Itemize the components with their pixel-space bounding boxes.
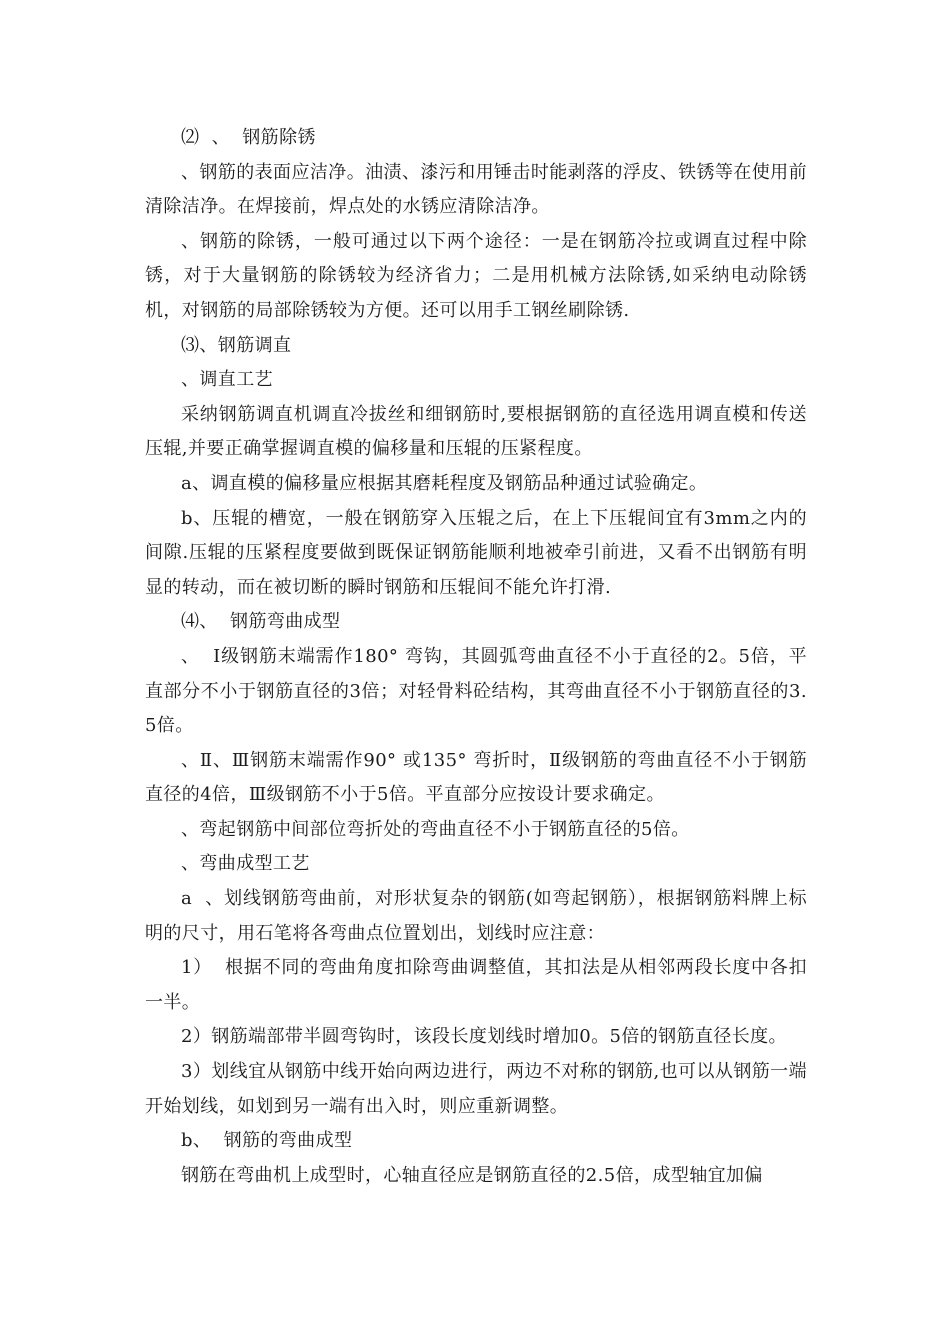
heading-derusting: ⑵ 、 钢筋除锈 — [181, 127, 316, 148]
paragraph: 、弯起钢筋中间部位弯折处的弯曲直径不小于钢筋直径的5倍。 — [181, 818, 690, 840]
subheading-bending-forming: b、 钢筋的弯曲成型 — [181, 1130, 353, 1152]
list-item: a 、划线钢筋弯曲前，对形状复杂的钢筋(如弯起钢筋），根据钢筋料牌上标明的尺寸，用石笔将各弯曲点位置划出，划线时应注意： — [145, 888, 807, 944]
list-item: a、调直模的偏移量应根据其磨耗程度及钢筋品种通过试验确定。 — [181, 472, 708, 494]
heading-straightening: ⑶、钢筋调直 — [181, 334, 292, 356]
subheading-straightening-process: 、调直工艺 — [181, 369, 273, 391]
paragraph: 、Ⅱ、Ⅲ钢筋末端需作90° 或135° 弯折时，Ⅱ级钢筋的弯曲直径不小于钢筋直径的4倍，Ⅲ级钢筋不小于5倍。平直部分应按设计要求确定。 — [145, 749, 807, 806]
paragraph: 、钢筋的除锈，一般可通过以下两个途径：一是在钢筋冷拉或调直过程中除锈，对于大量钢筋的除锈较为经济省力；二是用机械方法除锈,如采纳电动除锈机，对钢筋的局部除锈较为方便。还可以用手工钢丝刷除锈. — [145, 230, 807, 321]
list-item: b、压辊的槽宽，一般在钢筋穿入压辊之后，在上下压辊间宜有3mm之内的间隙.压辊的压紧程度要做到既保证钢筋能顺利地被牵引前进，又看不出钢筋有明显的转动，而在被切断的瞬时钢筋和压辊间不能允许打滑. — [145, 507, 807, 598]
list-item: 3）划线宜从钢筋中线开始向两边进行，两边不对称的钢筋,也可以从钢筋一端开始划线，如划到另一端有出入时，则应重新调整。 — [145, 1061, 807, 1117]
paragraph: 采纳钢筋调直机调直冷拔丝和细钢筋时,要根据钢筋的直径选用调直模和传送压辊,并要正确掌握调直模的偏移量和压辊的压紧程度。 — [145, 403, 807, 460]
list-item: 2）钢筋端部带半圆弯钩时，该段长度划线时增加0。5倍的钢筋直径长度。 — [181, 1026, 787, 1048]
list-item: 1） 根据不同的弯曲角度扣除弯曲调整值，其扣法是从相邻两段长度中各扣一半。 — [145, 957, 807, 1013]
paragraph: 、 Ⅰ级钢筋末端需作180° 弯钩，其圆弧弯曲直径不小于直径的2。5倍，平直部分不小于钢筋直径的3倍；对轻骨料砼结构，其弯曲直径不小于钢筋直径的3.5倍。 — [145, 645, 807, 737]
heading-bending-forming: ⑷、 钢筋弯曲成型 — [181, 611, 341, 633]
subheading-bending-process: 、弯曲成型工艺 — [181, 853, 310, 875]
paragraph: 钢筋在弯曲机上成型时，心轴直径应是钢筋直径的2.5倍，成型轴宜加偏 — [181, 1164, 763, 1186]
paragraph: 、钢筋的表面应洁净。油渍、漆污和用锤击时能剥落的浮皮、铁锈等在使用前清除洁净。在焊接前，焊点处的水锈应清除洁净。 — [145, 161, 807, 218]
document-body — [145, 121, 807, 1193]
